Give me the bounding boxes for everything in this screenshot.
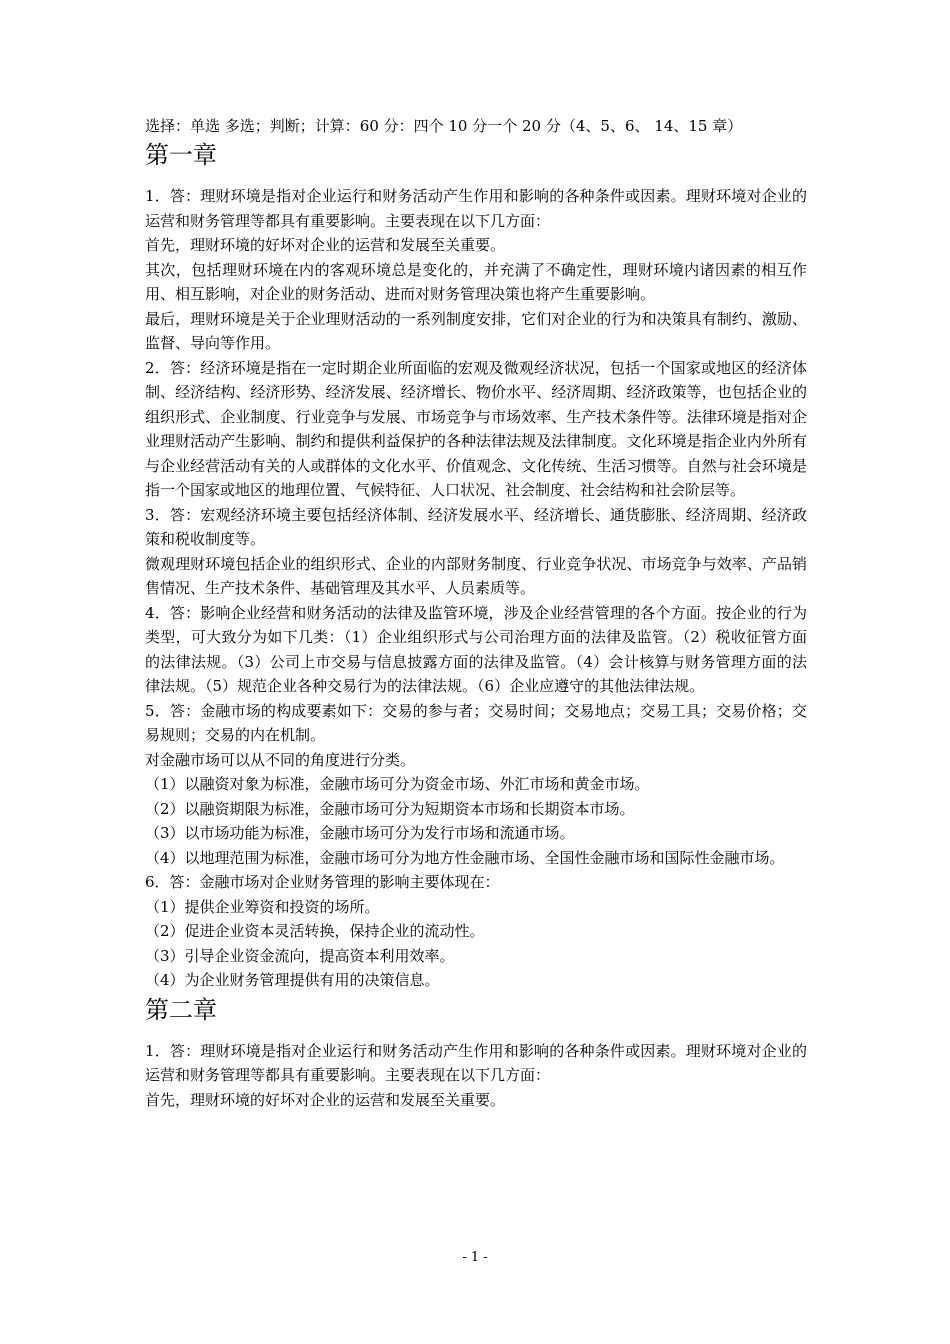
chapter-2-body (145, 1039, 807, 1113)
paragraph: 其次，包括理财环境在内的客观环境总是变化的，并充满了不确定性，理财环境内诸因素的相互作用、相互影响，对企业的财务活动、进而对财务管理决策也将产生重要影响。 (145, 260, 807, 303)
paragraph: 2．答：经济环境是指在一定时期企业所面临的宏观及微观经济状况，包括一个国家或地区的经济体制、经济结构、经济形势、经济发展、经济增长、物价水平、经济周期、经济政策等，也包括企业的组织形式、企业制度、行业竞争与发展、市场竞争与市场效率、生产技术条件等。法律环境是指对企业理财活动产生影响、制约和提供利益保护的各种法律法规及法律制度。文化环境是指企业内外所有与企业经营活动有关的人或群体的文化水平、价值观念、文化传统、生活习惯等。自然与社会环境是指一个国家或地区的地理位置、气候特征、人口状况、社会制度、社会结构和社会阶层等。 (145, 358, 807, 499)
chapter-2-title: 第二章 (145, 995, 217, 1024)
paragraph: （3）引导企业资金流向，提高资本利用效率。 (145, 946, 455, 965)
exam-format-note: 选择：单选 多选；判断；计算：60 分：四个 10 分一个 20 分（4、5、6、 14、15 章） (145, 117, 743, 135)
paragraph: （4）以地理范围为标准，金融市场可分为地方性金融市场、全国性金融市场和国际性金融市场。 (145, 848, 785, 867)
paragraph: 1．答：理财环境是指对企业运行和财务活动产生作用和影响的各种条件或因素。理财环境对企业的运营和财务管理等都具有重要影响。主要表现在以下几方面： (145, 1041, 807, 1084)
paragraph: 3．答：宏观经济环境主要包括经济体制、经济发展水平、经济增长、通货膨胀、经济周期、经济政策和税收制度等。 (145, 505, 807, 548)
paragraph: 6．答：金融市场对企业财务管理的影响主要体现在： (145, 873, 500, 891)
paragraph: （4）为企业财务管理提供有用的决策信息。 (145, 971, 440, 989)
paragraph: 4．答：影响企业经营和财务活动的法律及监管环境，涉及企业经营管理的各个方面。按企业的行为类型，可大致分为如下几类：（1）企业组织形式与公司治理方面的法律及监管。（2）税收征管方面的法律法规。（3）公司上市交易与信息披露方面的法律及监管。（4）会计核算与财务管理方面的法律法规。（5）规范企业各种交易行为的法律法规。（6）企业应遵守的其他法律法规。 (145, 603, 807, 695)
paragraph: （1）以融资对象为标准，金融市场可分为资金市场、外汇市场和黄金市场。 (145, 775, 650, 793)
paragraph: 最后，理财环境是关于企业理财活动的一系列制度安排，它们对企业的行为和决策具有制约、激励、监督、导向等作用。 (145, 309, 807, 352)
paragraph: 首先，理财环境的好坏对企业的运营和发展至关重要。 (145, 236, 506, 254)
page-number: - 1 - (462, 1250, 488, 1265)
paragraph: 微观理财环境包括企业的组织形式、企业的内部财务制度、行业竞争状况、市场竞争与效率、产品销售情况、生产技术条件、基础管理及其水平、人员素质等。 (145, 554, 807, 597)
document-page (145, 114, 807, 1112)
chapter-1-body (145, 184, 807, 993)
paragraph: 首先，理财环境的好坏对企业的运营和发展至关重要。 (145, 1090, 506, 1109)
paragraph: （2）促进企业资本灵活转换，保持企业的流动性。 (145, 922, 485, 940)
paragraph: 1．答：理财环境是指对企业运行和财务活动产生作用和影响的各种条件或因素。理财环境对企业的运营和财务管理等都具有重要影响。主要表现在以下几方面： (145, 187, 807, 230)
chapter-1-title: 第一章 (145, 141, 217, 169)
paragraph: （2）以融资期限为标准，金融市场可分为短期资本市场和长期资本市场。 (145, 799, 635, 818)
paragraph: 5．答：金融市场的构成要素如下：交易的参与者；交易时间；交易地点；交易工具；交易价格；交易规则；交易的内在机制。 (145, 701, 807, 744)
paragraph: （3）以市场功能为标准，金融市场可分为发行市场和流通市场。 (145, 824, 575, 842)
paragraph: 对金融市场可以从不同的角度进行分类。 (145, 750, 416, 769)
paragraph: （1）提供企业筹资和投资的场所。 (145, 897, 380, 916)
